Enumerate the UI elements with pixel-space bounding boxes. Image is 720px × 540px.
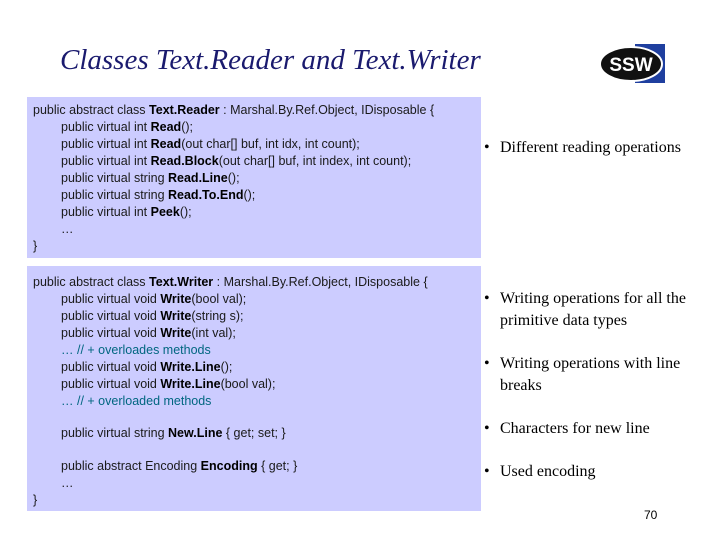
writer-method-write-int: public virtual void Write(int val); [61,326,236,340]
bullet-writing-primitive: • Writing operations for all the primitive data types [484,290,686,329]
reader-method-peek: public virtual int Peek(); [61,205,192,219]
bullet-dot: • [484,290,490,307]
reader-class-declaration: public abstract class Text.Reader : Marshal.By.Ref.Object, IDisposable { [33,103,435,117]
ssw-logo [598,43,666,84]
text-reader-code-block [27,97,481,258]
page-number: 70 [644,508,658,522]
slide-title: Classes Text.Reader and Text.Writer [60,44,481,76]
writer-comment-overloaded: … // + overloaded methods [61,394,212,408]
writer-closing-brace: } [33,493,38,507]
reader-method-read-block: public virtual int Read.Block(out char[] buf, int index, int count); [61,154,412,168]
writer-method-write-line-bool: public virtual void Write.Line(bool val); [61,377,276,391]
bullet-used-encoding: • Used encoding [484,461,714,483]
bullet-new-line-characters: • Characters for new line [484,418,714,440]
reader-method-read-to-end: public virtual string Read.To.End(); [61,188,256,202]
reader-closing-brace: } [33,239,38,253]
writer-property-new-line: public virtual string New.Line { get; set; } [61,426,286,440]
writer-method-write-string: public virtual void Write(string s); [61,309,244,323]
writer-comment-overloads: … // + overloades methods [61,343,211,357]
reader-ellipsis: … [61,222,74,236]
writer-method-write-bool: public virtual void Write(bool val); [61,292,247,306]
writer-method-write-line: public virtual void Write.Line(); [61,360,233,374]
bullet-reading-operations: • Different reading operations [484,137,714,159]
bullet-dot: • [484,420,490,437]
bullet-dot: • [484,355,490,372]
writer-property-encoding: public abstract Encoding Encoding { get; } [61,459,298,473]
bullet-dot: • [484,463,490,480]
writer-class-declaration: public abstract class Text.Writer : Marshal.By.Ref.Object, IDisposable { [33,275,428,289]
text-writer-code-block [27,266,481,511]
writer-ellipsis: … [61,476,74,490]
reader-method-read-line: public virtual string Read.Line(); [61,171,240,185]
reader-method-read-buffer: public virtual int Read(out char[] buf, int idx, int count); [61,137,360,151]
reader-method-read: public virtual int Read(); [61,120,194,134]
bullet-dot: • [484,139,490,156]
bullet-writing-line-breaks: • Writing operations with line breaks [484,355,681,394]
ssw-logo-text: SSW [609,55,653,76]
